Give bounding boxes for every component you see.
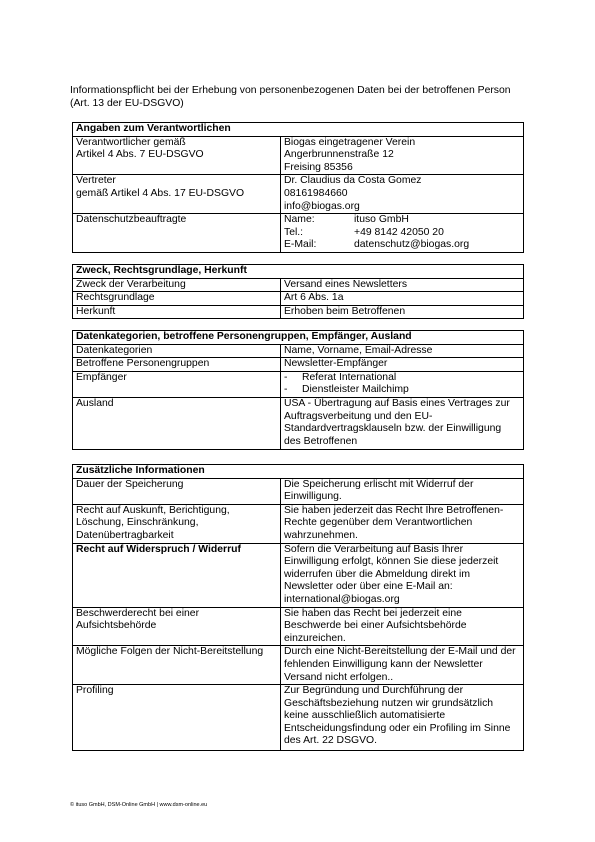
table-row bbox=[73, 543, 524, 607]
table-row bbox=[73, 397, 524, 449]
list-item: - Dienstleister Mailchimp bbox=[284, 384, 409, 396]
row-value: Name, Vorname, Email-Adresse bbox=[281, 344, 524, 358]
table-row bbox=[73, 607, 524, 646]
table-row bbox=[73, 371, 524, 397]
section-title: Datenkategorien, betroffene Personengruppen, Empfänger, Ausland bbox=[73, 331, 524, 345]
table-row bbox=[73, 504, 524, 543]
row-label: Vertreter bbox=[76, 175, 116, 187]
intro-text: Informationspflicht bei der Erhebung von personenbezogenen Daten bei der betroffenen Person (Art. 13 der EU-DSGVO) bbox=[70, 85, 511, 109]
row-value: Die Speicherung erlischt mit Widerruf der Einwilligung. bbox=[281, 478, 524, 504]
row-value: Erhoben beim Betroffenen bbox=[281, 305, 524, 319]
row-value: Versand eines Newsletters bbox=[281, 278, 524, 292]
recipient: Dienstleister Mailchimp bbox=[302, 384, 409, 396]
table-row bbox=[73, 278, 524, 292]
city: Freising 85356 bbox=[284, 161, 353, 173]
table-row bbox=[73, 358, 524, 372]
row-label: Verantwortlicher gemäß bbox=[76, 136, 186, 148]
row-value: Sofern die Verarbeitung auf Basis Ihrer Einwilligung erfolgt, können Sie diese jederzeit widerrufen über die Abmeldung direkt im Newsletter oder über eine E-Mail an: international@biogas.org bbox=[281, 543, 524, 607]
table-row bbox=[73, 136, 524, 175]
table-row bbox=[73, 175, 524, 214]
row-label: Mögliche Folgen der Nicht-Bereitstellung bbox=[73, 646, 281, 685]
row-value: USA - Übertragung auf Basis eines Vertrages zur Auftragsverbeitung und den EU-Standardvertragsklauseln bzw. der Einwilligung des Betroffenen bbox=[281, 397, 524, 449]
row-label: Herkunft bbox=[73, 305, 281, 319]
row-label: Zweck der Verarbeitung bbox=[73, 278, 281, 292]
row-label: Recht auf Widerspruch / Widerruf bbox=[73, 543, 281, 607]
row-label: Datenschutzbeauftragte bbox=[73, 214, 281, 253]
row-label: Recht auf Auskunft, Berichtigung, Löschung, Einschränkung, Datenübertragbarkeit bbox=[73, 504, 281, 543]
section-title: Zweck, Rechtsgrundlage, Herkunft bbox=[73, 265, 524, 279]
dsb-key: Name: bbox=[284, 214, 315, 226]
row-value: Newsletter-Empfänger bbox=[281, 358, 524, 372]
row-value: Zur Begründung und Durchführung der Geschäftsbeziehung nutzen wir grundsätzlich keine ausschließlich automatisierte Entscheidungsfindung oder ein Profiling im Sinne des Art. 22 DSGVO. bbox=[281, 685, 524, 751]
representative-email[interactable]: info@biogas.org bbox=[284, 200, 360, 212]
footer: © ituso GmbH, DSM-Online GmbH | www.dsm-online.eu bbox=[70, 802, 208, 808]
table-row bbox=[73, 478, 524, 504]
table-row bbox=[73, 646, 524, 685]
dsb-email[interactable]: datenschutz@biogas.org bbox=[354, 239, 470, 251]
table-row bbox=[73, 685, 524, 751]
table-row bbox=[73, 292, 524, 306]
section-title: Zusätzliche Informationen bbox=[73, 465, 524, 479]
table-zusaetzliche-informationen bbox=[72, 464, 524, 751]
row-label: Beschwerderecht bei einer Aufsichtsbehörde bbox=[73, 607, 281, 646]
company-name: Biogas eingetragener Verein bbox=[284, 136, 416, 148]
table-datenkategorien bbox=[72, 330, 524, 450]
row-label: Datenkategorien bbox=[73, 344, 281, 358]
table-row bbox=[73, 305, 524, 319]
dsb-value: ituso GmbH bbox=[354, 214, 409, 226]
table-row bbox=[73, 344, 524, 358]
list-item: - Referat International bbox=[284, 371, 397, 383]
row-label: Ausland bbox=[73, 397, 281, 449]
row-label: gemäß Artikel 4 Abs. 17 EU-DSGVO bbox=[76, 187, 245, 199]
dsb-key: E-Mail: bbox=[284, 239, 317, 251]
recipient: Referat International bbox=[302, 371, 397, 383]
dsb-key: Tel.: bbox=[284, 226, 304, 238]
row-label: Empfänger bbox=[73, 371, 281, 397]
row-value: Art 6 Abs. 1a bbox=[281, 292, 524, 306]
row-label: Rechtsgrundlage bbox=[73, 292, 281, 306]
street: Angerbrunnenstraße 12 bbox=[284, 149, 394, 161]
representative-phone: 08161984660 bbox=[284, 187, 348, 199]
row-label: Profiling bbox=[73, 685, 281, 751]
row-value: Sie haben jederzeit das Recht Ihre Betroffenen-Rechte gegenüber dem Verantwortlichen wahrzunehmen. bbox=[281, 504, 524, 543]
representative-name: Dr. Claudius da Costa Gomez bbox=[284, 175, 422, 187]
table-row bbox=[73, 214, 524, 253]
row-label: Artikel 4 Abs. 7 EU-DSGVO bbox=[76, 149, 204, 161]
table-zweck bbox=[72, 264, 524, 319]
row-value: Durch eine Nicht-Bereitstellung der E-Mail und der fehlenden Einwilligung kann der Newsletter Versand nicht erfolgen.. bbox=[281, 646, 524, 685]
table-verantwortlicher bbox=[72, 122, 524, 253]
row-label: Betroffene Personengruppen bbox=[73, 358, 281, 372]
row-value: Sie haben das Recht bei jederzeit eine Beschwerde bei einer Aufsichtsbehörde einzureichen. bbox=[281, 607, 524, 646]
row-label: Dauer der Speicherung bbox=[73, 478, 281, 504]
dsb-value: +49 8142 42050 20 bbox=[354, 226, 444, 238]
section-title: Angaben zum Verantwortlichen bbox=[73, 123, 524, 137]
